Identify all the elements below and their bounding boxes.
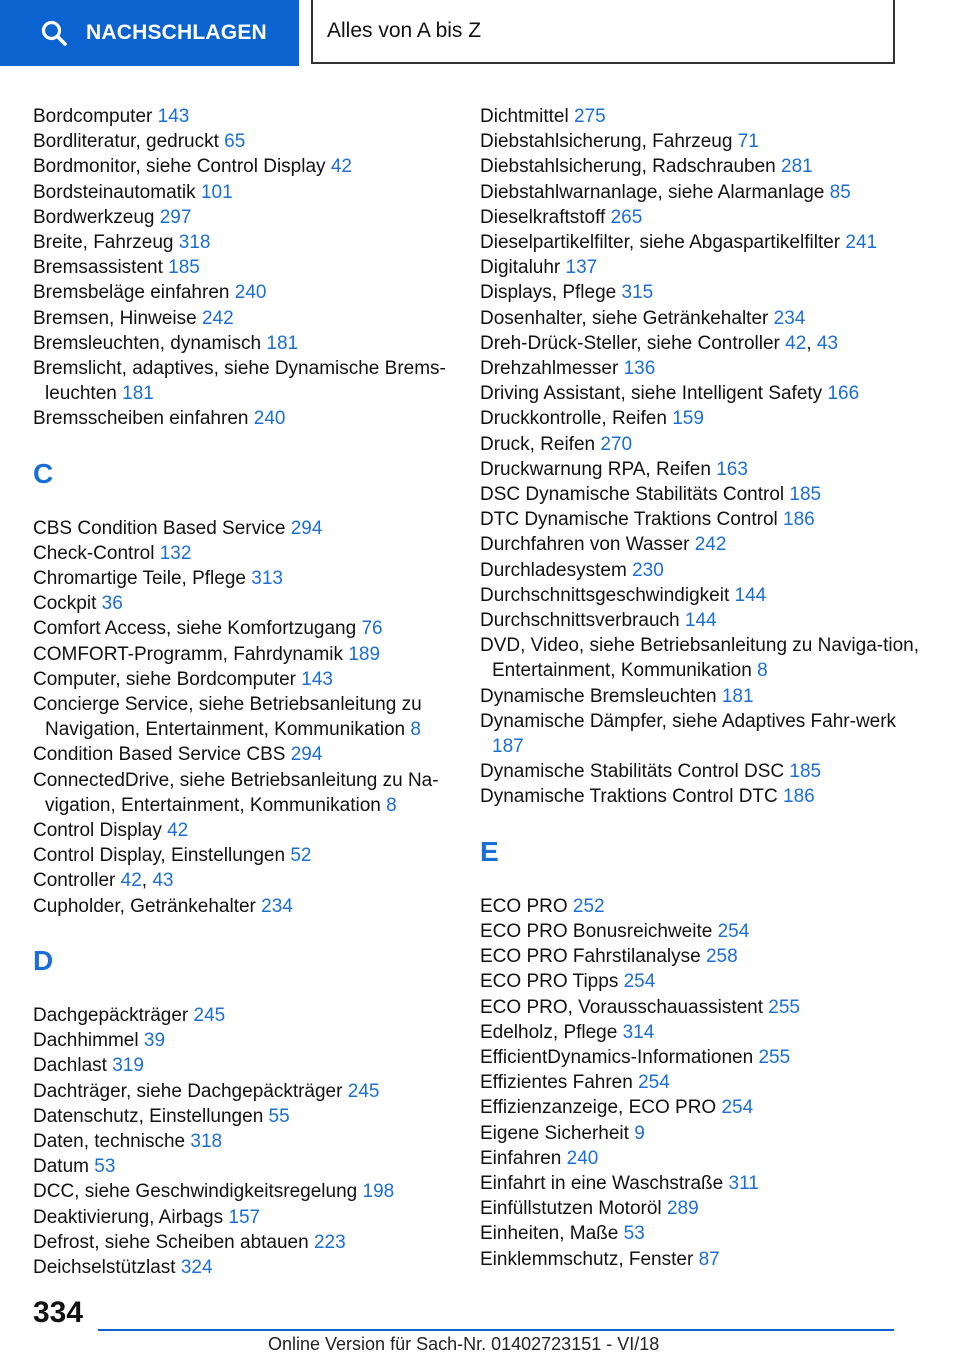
page-link[interactable]: 85 — [829, 181, 851, 203]
index-entry-term: Daten, technische — [33, 1130, 186, 1152]
page-link[interactable]: 52 — [290, 845, 312, 867]
index-entry — [480, 230, 920, 255]
index-entry — [480, 1095, 920, 1120]
index-entry-term: Bremslicht, adaptives, siehe Dynamische Brems-leuchten — [33, 358, 446, 405]
index-entry-term: Eigene Sicherheit — [480, 1122, 629, 1144]
index-entry-term: Dachlast — [33, 1055, 107, 1077]
page-link[interactable]: 8 — [386, 794, 397, 816]
index-entry — [33, 1104, 453, 1129]
index-entry — [480, 280, 920, 305]
index-entry-term: Bremsleuchten, dynamisch — [33, 332, 262, 354]
page-link[interactable]: 186 — [783, 509, 815, 531]
index-entry — [33, 616, 453, 641]
page-link[interactable]: 318 — [178, 232, 211, 254]
index-entry-term: Druckkontrolle, Reifen — [480, 408, 667, 430]
index-entry — [480, 969, 920, 994]
page-link[interactable]: 258 — [705, 946, 738, 968]
index-entry-term: Bordliteratur, gedruckt — [33, 131, 219, 153]
index-entry-term: Diebstahlsicherung, Fahrzeug — [480, 131, 733, 153]
page-link[interactable]: 245 — [193, 1004, 226, 1026]
index-entry — [33, 692, 453, 742]
index-entry-term: Bremsen, Hinweise — [33, 307, 197, 329]
index-entry-term: Bordmonitor, siehe Control Display — [33, 156, 326, 178]
index-entry-term: Dachhimmel — [33, 1030, 139, 1052]
page-link[interactable]: 223 — [313, 1231, 346, 1253]
index-entry-term: Dynamische Dämpfer, siehe Adaptives Fahr-werk — [480, 710, 897, 732]
page-link[interactable]: 42 — [785, 332, 807, 354]
index-entry — [33, 280, 453, 305]
page-link[interactable]: 294 — [290, 517, 323, 539]
page-link[interactable]: 255 — [758, 1046, 791, 1068]
index-letter-heading: E — [480, 835, 499, 867]
index-entry — [33, 129, 453, 154]
index-entry-term: Druckwarnung RPA, Reifen — [480, 458, 711, 480]
index-entry-term: DSC Dynamische Stabilitäts Control — [480, 484, 785, 506]
page-link[interactable]: 71 — [737, 131, 759, 153]
page-link[interactable]: 42 — [120, 870, 142, 892]
page-link[interactable]: 42 — [167, 820, 189, 842]
index-entry-term: Dosenhalter, siehe Getränkehalter — [480, 307, 769, 329]
page-link[interactable]: 275 — [573, 106, 606, 127]
page-link[interactable]: 245 — [347, 1080, 380, 1102]
page-link[interactable]: 187 — [492, 736, 524, 758]
index-entry — [480, 894, 920, 919]
index-entry — [480, 457, 920, 482]
index-entry-term: Dreh-Drück-Steller, siehe Controller — [480, 332, 780, 354]
page-link[interactable]: 230 — [632, 559, 664, 581]
index-entry-term: Durchschnittsverbrauch — [480, 610, 680, 632]
page-link[interactable]: 234 — [773, 307, 806, 329]
index-entry-term: Dachträger, siehe Dachgepäckträger — [33, 1080, 343, 1102]
index-entry-term: Dynamische Stabilitäts Control DSC — [480, 761, 785, 783]
index-entry — [480, 784, 920, 809]
page-link[interactable]: 166 — [827, 383, 860, 405]
index-entry — [480, 180, 920, 205]
index-entry-term: Einklemmschutz, Fenster — [480, 1248, 694, 1270]
index-entry-term: Einfahren — [480, 1147, 562, 1169]
index-entry — [480, 356, 920, 381]
index-entry-term: Druck, Reifen — [480, 433, 596, 455]
index-entry-term: ECO PRO — [480, 895, 568, 917]
page-link[interactable]: 53 — [623, 1223, 645, 1245]
page-link[interactable]: 144 — [684, 610, 717, 632]
page-link[interactable]: 270 — [600, 433, 633, 455]
page-link[interactable]: 42 — [330, 156, 352, 178]
index-entry-term: Deaktivierung, Airbags — [33, 1206, 224, 1228]
index-entry-term: Einheiten, Maße — [480, 1223, 619, 1245]
page-link[interactable]: 241 — [845, 232, 878, 254]
page-link[interactable]: 319 — [112, 1055, 144, 1077]
index-entry-term: Dynamische Bremsleuchten — [480, 685, 717, 707]
index-entry-term: Control Display — [33, 820, 162, 842]
index-entry — [33, 1028, 453, 1053]
page-link[interactable]: 36 — [101, 593, 123, 615]
page-link[interactable]: 163 — [716, 458, 748, 480]
index-entry — [33, 180, 453, 205]
page-link[interactable]: 43 — [816, 332, 839, 354]
index-entry-term: Bordsteinautomatik — [33, 181, 196, 203]
index-entry: Controller 42, 43 — [33, 870, 174, 892]
page-link[interactable]: 185 — [789, 761, 822, 783]
index-entry-term: Digitaluhr — [480, 257, 561, 279]
page-link[interactable]: 186 — [783, 786, 815, 808]
page-link[interactable]: 198 — [362, 1181, 395, 1203]
index-entry — [33, 331, 453, 356]
index-entry-term: Controller — [33, 870, 116, 892]
index-entry-term: Bordcomputer — [33, 106, 153, 127]
index-entry-term: Effizienzanzeige, ECO PRO — [480, 1097, 717, 1119]
index-entry-term: Bremsbeläge einfahren — [33, 282, 230, 304]
index-entry-term: Durchfahren von Wasser — [480, 534, 690, 556]
index-entry — [33, 818, 453, 843]
index-entry-term: ECO PRO Fahrstilanalyse — [480, 946, 701, 968]
index-entry-term: Control Display, Einstellungen — [33, 845, 286, 867]
page-link[interactable]: 294 — [290, 744, 323, 766]
page-link[interactable]: 311 — [728, 1172, 759, 1194]
index-entry — [480, 1221, 920, 1246]
page-link[interactable]: 132 — [159, 542, 192, 564]
index-entry-term: Einfüllstutzen Motoröl — [480, 1198, 662, 1220]
page-link[interactable]: 254 — [638, 1072, 670, 1094]
index-entry — [480, 995, 920, 1020]
index-entry — [33, 255, 453, 280]
tab-label: NACHSCHLAGEN — [86, 21, 267, 44]
index-entry-term: DTC Dynamische Traktions Control — [480, 509, 778, 531]
index-entry-term: Dynamische Traktions Control DTC — [480, 786, 778, 808]
index-entry — [480, 759, 920, 784]
index-entry — [480, 919, 920, 944]
index-entry-term: Deichselstützlast — [33, 1256, 176, 1278]
index-entry-term: Comfort Access, siehe Komfortzugang — [33, 618, 357, 640]
index-entry — [480, 1020, 920, 1045]
index-column-right — [480, 104, 920, 1272]
footer-divider — [98, 1329, 894, 1331]
index-entry-term: Datenschutz, Einstellungen — [33, 1105, 264, 1127]
page-link[interactable]: 242 — [201, 307, 234, 329]
index-entry — [480, 104, 920, 129]
index-entry — [33, 1179, 453, 1204]
index-entry — [480, 1171, 920, 1196]
page-link[interactable]: 240 — [234, 282, 267, 304]
page-link[interactable]: 289 — [666, 1198, 699, 1220]
page-link[interactable]: 254 — [623, 971, 656, 993]
index-entry-term: Bordwerkzeug — [33, 206, 155, 228]
section-title: Alles von A bis Z — [311, 0, 895, 64]
page-link[interactable]: 143 — [301, 668, 333, 690]
index-entry-term: ECO PRO Tipps — [480, 971, 619, 993]
index-entry — [480, 558, 920, 583]
index-entry-term: Diebstahlwarnanlage, siehe Alarmanlage — [480, 181, 825, 203]
page-link[interactable]: 240 — [253, 408, 286, 430]
index-entry-term: Drehzahlmesser — [480, 358, 619, 380]
page-link[interactable]: 157 — [228, 1206, 261, 1228]
index-entry — [480, 633, 920, 683]
tab-nachschlagen[interactable] — [0, 0, 299, 66]
index-entry-term: Dichtmittel — [480, 106, 569, 127]
index-entry — [480, 709, 920, 759]
index-entry-term: DVD, Video, siehe Betriebsanleitung zu Naviga-tion, Entertainment, Kommunikation — [480, 635, 920, 682]
page-link[interactable]: 136 — [623, 358, 656, 380]
index-entry — [480, 255, 920, 280]
index-entry-term: Breite, Fahrzeug — [33, 232, 174, 254]
page-link[interactable]: 159 — [672, 408, 704, 430]
page-link[interactable]: 55 — [268, 1105, 290, 1127]
index-entry — [33, 1053, 453, 1078]
index-entry — [33, 1205, 453, 1230]
page-link[interactable]: 234 — [261, 895, 293, 917]
index-entry — [480, 306, 920, 331]
page-link[interactable]: 65 — [224, 131, 246, 153]
index-entry: Dreh-Drück-Steller, siehe Controller 42, 43 — [480, 332, 839, 354]
index-entry — [33, 516, 453, 541]
index-entry-term: Edelholz, Pflege — [480, 1021, 618, 1043]
page-link[interactable]: 181 — [266, 332, 299, 354]
index-entry-term: Bremsscheiben einfahren — [33, 408, 249, 430]
index-entry — [33, 154, 453, 179]
index-entry-term: Dieselpartikelfilter, siehe Abgaspartikelfilter — [480, 232, 841, 254]
index-entry-term: Check-Control — [33, 542, 155, 564]
index-entry-term: Diebstahlsicherung, Radschrauben — [480, 156, 776, 178]
index-entry-term: Condition Based Service CBS — [33, 744, 286, 766]
index-entry-term: CBS Condition Based Service — [33, 517, 286, 539]
index-entry — [480, 684, 920, 709]
page-link[interactable]: 8 — [757, 660, 768, 682]
index-entry — [33, 1003, 453, 1028]
index-entry-term: Dieselkraftstoff — [480, 206, 606, 228]
index-entry — [480, 381, 920, 406]
header-bar — [0, 0, 960, 66]
page-link[interactable]: 76 — [361, 618, 383, 640]
index-entry — [33, 356, 453, 406]
index-entry-term: Durchschnittsgeschwindigkeit — [480, 584, 730, 606]
page-link[interactable]: 185 — [168, 257, 200, 279]
index-entry — [33, 1129, 453, 1154]
index-entry-term: Cockpit — [33, 593, 97, 615]
page-link[interactable]: 242 — [694, 534, 727, 556]
index-entry — [33, 768, 453, 818]
index-entry — [33, 667, 453, 692]
index-entry-term: Defrost, siehe Scheiben abtauen — [33, 1231, 309, 1253]
index-letter-heading: C — [33, 457, 54, 489]
edition-note: Online Version für Sach-Nr. 01402723151 - VI/18 — [268, 1334, 660, 1354]
index-entry — [480, 1070, 920, 1095]
index-entry — [33, 1255, 453, 1280]
search-icon — [40, 19, 68, 47]
index-entry-term: DCC, siehe Geschwindigkeitsregelung — [33, 1181, 358, 1203]
index-entry — [480, 1146, 920, 1171]
index-entry-term: ECO PRO Bonusreichweite — [480, 920, 713, 942]
page-link[interactable]: 185 — [789, 484, 822, 506]
page-link[interactable]: 254 — [717, 920, 750, 942]
index-entry — [480, 482, 920, 507]
index-entry — [480, 507, 920, 532]
index-entry-term: Chromartige Teile, Pflege — [33, 568, 246, 590]
index-entry — [33, 894, 453, 919]
index-entry — [33, 1230, 453, 1255]
index-entry — [33, 566, 453, 591]
index-entry-term: Dachgepäckträger — [33, 1004, 189, 1026]
page-link[interactable]: 43 — [152, 870, 174, 892]
index-entry — [480, 1045, 920, 1070]
index-entry-term: ConnectedDrive, siehe Betriebsanleitung zu Na-vigation, Entertainment, Kommunikation — [33, 769, 439, 816]
index-entry-term: Einfahrt in eine Waschstraße — [480, 1172, 724, 1194]
page-link[interactable]: 314 — [622, 1021, 655, 1043]
page-link[interactable]: 313 — [251, 568, 283, 590]
index-entry — [33, 742, 453, 767]
index-entry-term: Computer, siehe Bordcomputer — [33, 668, 296, 690]
page-link[interactable]: 255 — [768, 996, 800, 1018]
page-link[interactable]: 315 — [621, 282, 654, 304]
index-entry-term: COMFORT-Programm, Fahrdynamik — [33, 643, 344, 665]
page-link[interactable]: 318 — [190, 1130, 223, 1152]
page-link[interactable]: 101 — [200, 181, 233, 203]
index-entry — [33, 1154, 453, 1179]
index-entry-term: EfficientDynamics-Informationen — [480, 1046, 754, 1068]
page-number: 334 — [33, 1296, 84, 1329]
index-entry — [480, 532, 920, 557]
index-entry — [480, 406, 920, 431]
index-entry-term: Driving Assistant, siehe Intelligent Safety — [480, 383, 823, 405]
page-link[interactable]: 252 — [572, 895, 605, 917]
page-link[interactable]: 53 — [94, 1156, 116, 1178]
page-link[interactable]: 143 — [157, 106, 190, 127]
index-entry-term: Datum — [33, 1156, 89, 1178]
page-link[interactable]: 144 — [734, 584, 767, 606]
index-entry — [33, 406, 453, 431]
index-entry — [480, 1247, 920, 1272]
page-link[interactable]: 189 — [348, 643, 381, 665]
index-entry — [33, 205, 453, 230]
index-entry — [480, 154, 920, 179]
index-entry — [33, 843, 453, 868]
page-link[interactable]: 9 — [634, 1122, 645, 1144]
page-link[interactable]: 87 — [698, 1248, 720, 1270]
index-entry — [33, 306, 453, 331]
page-link[interactable]: 281 — [781, 156, 813, 178]
page-link[interactable]: 265 — [610, 206, 643, 228]
page-link[interactable]: 240 — [566, 1147, 599, 1169]
page-link[interactable]: 181 — [122, 383, 154, 405]
index-entry-term: Effizientes Fahren — [480, 1072, 633, 1094]
index-entry — [33, 230, 453, 255]
index-entry-term: Cupholder, Getränkehalter — [33, 895, 256, 917]
index-entry — [480, 432, 920, 457]
index-entry — [33, 104, 453, 129]
index-entry-term: ECO PRO, Vorausschauassistent — [480, 996, 764, 1018]
index-entry-term: Concierge Service, siehe Betriebsanleitung zu Navigation, Entertainment, Kommunikation — [33, 694, 422, 741]
index-letter-heading: D — [33, 944, 54, 976]
index-entry — [33, 541, 453, 566]
page-link[interactable]: 39 — [143, 1030, 166, 1052]
index-entry — [480, 944, 920, 969]
index-entry — [480, 1196, 920, 1221]
page-link[interactable]: 297 — [159, 206, 192, 228]
index-entry — [480, 608, 920, 633]
index-entry-term: Durchladesystem — [480, 559, 627, 581]
page-link[interactable]: 254 — [721, 1097, 754, 1119]
index-entry-term: Bremsassistent — [33, 257, 163, 279]
index-entry — [480, 129, 920, 154]
index-entry — [480, 583, 920, 608]
page-link[interactable]: 137 — [565, 257, 598, 279]
page-link[interactable]: 324 — [180, 1256, 213, 1278]
index-entry — [480, 1121, 920, 1146]
index-column-left — [33, 104, 453, 1280]
index-entry — [33, 642, 453, 667]
page-link[interactable]: 181 — [721, 685, 754, 707]
index-entry — [33, 591, 453, 616]
page-link[interactable]: 8 — [410, 719, 421, 741]
index-entry — [33, 1079, 453, 1104]
index-entry — [480, 205, 920, 230]
index-entry-term: Displays, Pflege — [480, 282, 617, 304]
